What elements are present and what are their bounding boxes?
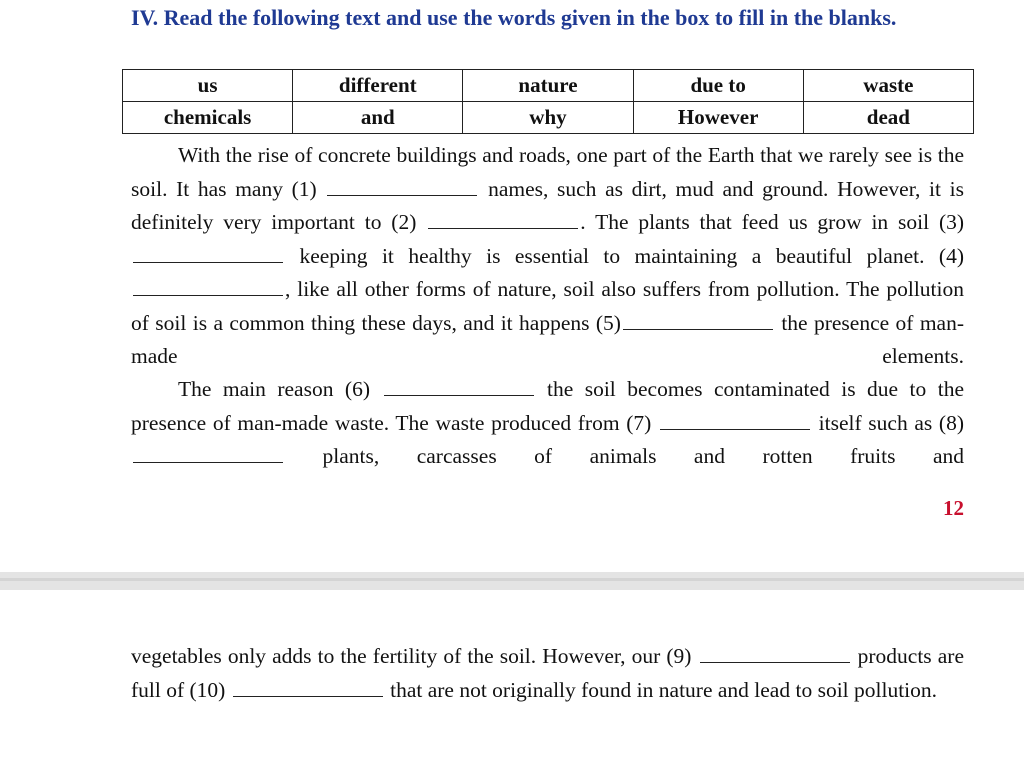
word-cell: different — [293, 70, 463, 102]
blank-6[interactable] — [384, 394, 534, 396]
word-box-row — [123, 70, 974, 102]
word-cell: nature — [463, 70, 633, 102]
passage-text: With the rise of concrete buildings and roads, one part of the Earth that we rarely see is the soil. It has many (1) — [131, 143, 964, 201]
word-cell: waste — [803, 70, 973, 102]
word-cell: why — [463, 102, 633, 134]
passage-paragraph-1 — [131, 139, 964, 374]
word-cell: us — [123, 70, 293, 102]
word-cell: dead — [803, 102, 973, 134]
passage-text: products are full of (10) — [131, 644, 964, 702]
passage-text: the presence of man-made elements. — [131, 310, 965, 368]
passage-text: itself such as (8) — [818, 410, 964, 435]
blank-3[interactable] — [133, 261, 283, 263]
word-box-row — [123, 102, 974, 134]
passage-text: . The plants that feed us grow in soil (3) — [580, 210, 965, 234]
blank-5[interactable] — [623, 328, 773, 330]
word-cell: and — [293, 102, 463, 134]
passage-text: that are not originally found in nature and lead to soil pollution. — [390, 677, 938, 702]
exercise-heading: IV. Read the following text and use the words given in the box to fill in the blanks. — [131, 5, 897, 30]
passage-text: the soil becomes contaminated is due to the presence of man-made waste. The waste produced from (7) — [131, 377, 965, 435]
word-cell: However — [633, 102, 803, 134]
blank-1[interactable] — [327, 194, 477, 196]
blank-2[interactable] — [428, 227, 578, 229]
blank-10[interactable] — [233, 695, 383, 697]
word-cell: due to — [633, 70, 803, 102]
passage-paragraph-2 — [131, 373, 964, 474]
word-cell: chemicals — [123, 102, 293, 134]
page-separator — [0, 578, 1024, 581]
passage-text: names, such as dirt, mud and ground. However, it is definitely very important to (2) — [131, 176, 965, 234]
word-box — [122, 69, 974, 134]
blank-8[interactable] — [133, 461, 283, 463]
passage-text: keeping it healthy is essential to maintaining a beautiful planet. (4) — [299, 243, 964, 268]
blank-4[interactable] — [133, 294, 283, 296]
page-number: 12 — [943, 496, 964, 520]
passage-text: The main reason (6) — [178, 377, 371, 401]
passage-text: plants, carcasses of animals and rotten fruits and — [322, 444, 965, 468]
passage-paragraph-3 — [131, 640, 964, 707]
blank-9[interactable] — [700, 661, 850, 663]
passage-text: vegetables only adds to the fertility of the soil. However, our (9) — [131, 644, 692, 668]
blank-7[interactable] — [660, 428, 810, 430]
passage-text: , like all other forms of nature, soil also suffers from pollution. The pollution of soil is a common thing these days, and it happens (5) — [131, 277, 964, 335]
